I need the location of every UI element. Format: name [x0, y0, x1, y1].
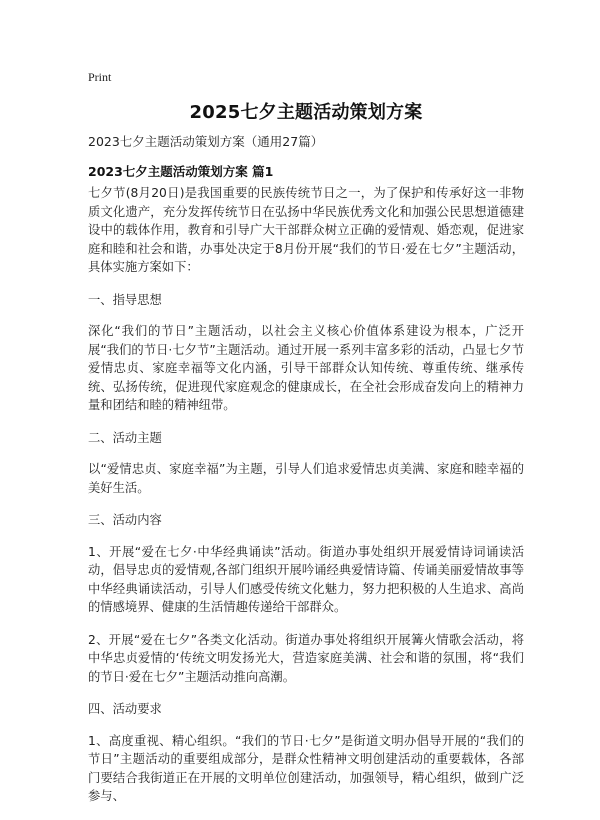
paragraph-content-item-1: 1、开展“爱在七夕·中华经典诵读”活动。街道办事处组织开展爱情诗词诵读活动，倡导忠贞的爱情观,各部门组织开展吟诵经典爱情诗篇、传诵美丽爱情故事等中华经典诵读活动，引导人们感受传统文化魅力，努力把积极的人生追求、高尚的情感境界、健康的生活情趣传递给干部群众。 [88, 544, 524, 614]
heading-activity-theme: 二、活动主题 [88, 430, 162, 445]
heading-guiding-ideology: 一、指导思想 [88, 292, 162, 307]
document-title: 2025七夕主题活动策划方案 [189, 102, 423, 123]
section-heading: 2023七夕主题活动策划方案 篇1 [88, 164, 274, 179]
heading-activity-requirements: 四、活动要求 [88, 702, 162, 716]
paragraph-activity-theme: 以“爱情忠贞、家庭幸福”为主题，引导人们追求爱情忠贞美满、家庭和睦幸福的美好生活。 [88, 462, 524, 495]
document-subtitle: 2023七夕主题活动策划方案（通用27篇） [88, 134, 324, 149]
document-body [88, 184, 524, 820]
paragraph-guiding-ideology: 深化“我们的节日”主题活动，以社会主义核心价值体系建设为根本，广泛开展“我们的节日·七夕节”主题活动。通过开展一系列丰富多彩的活动，凸显七夕节爱情忠贞、家庭幸福等文化内涵，引导干部群众认知传统、尊重传统、继承传统、弘扬传统，促进现代家庭观念的健康成长，在全社会形成奋发向上的精神力量和团结和睦的精神纽带。 [88, 324, 524, 412]
paragraph-requirement-1: 1、高度重视、精心组织。“我们的节日·七夕”是街道文明办倡导开展的“我们的节日”主题活动的重要组成部分，是群众性精神文明创建活动的重要载体，各部门要结合我街道正在开展的文明单位创建活动，加强领导，精心组织，做到广泛参与、 [88, 733, 524, 803]
print-label[interactable]: Print [88, 70, 112, 84]
intro-paragraph: 七夕节(8月20日)是我国重要的民族传统节日之一，为了保护和传承好这一非物质文化遗产，充分发挥传统节日在弘扬中华民族优秀文化和加强公民思想道德建设中的载体作用，教育和引导广大干部群众树立正确的爱情观、婚恋观，促进家庭和睦和社会和谐，办事处决定于8月份开展“我们的节日·爱在七夕”主题活动，具体实施方案如下： [88, 186, 524, 274]
paragraph-content-item-2: 2、开展“爱在七夕”各类文化活动。街道办事处将组织开展篝火情歌会活动，将中华忠贞爱情的‘传统文明发扬光大，营造家庭美满、社会和谐的氛围，将“我们的节日·爱在七夕”主题活动推向高潮。 [88, 632, 524, 684]
heading-activity-content: 三、活动内容 [88, 513, 162, 527]
